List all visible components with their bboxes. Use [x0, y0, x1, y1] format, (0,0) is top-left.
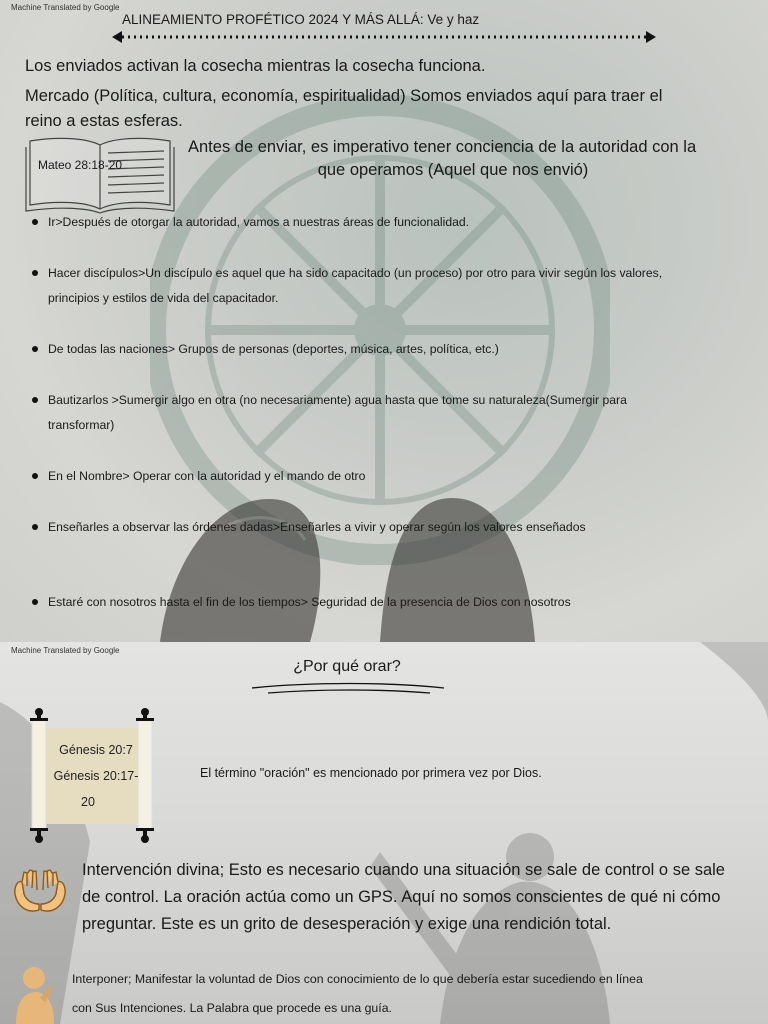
- list-item-text-continued: transformar): [48, 418, 115, 432]
- list-item-text: Estaré con nosotros hasta el fin de los tiempos> Seguridad de la presencia de Dios con nosotros: [48, 595, 571, 609]
- authority-statement-line2: que operamos (Aquel que nos envió): [317, 161, 589, 179]
- list-item-text: En el Nombre> Operar con la autoridad y el mando de otro: [48, 469, 366, 483]
- intervention-line3: preguntar. Este es un grito de desesperación y exige una rendición total.: [82, 915, 612, 933]
- book-reference: Mateo 28:18-20: [38, 158, 123, 172]
- list-item-text: Hacer discípulos>Un discípulo es aquel que ha sido capacitado (un proceso) por otro para vivir según los valores,: [48, 266, 663, 280]
- bullet-dot: [32, 397, 38, 403]
- authority-statement-line1: Antes de enviar, es imperativo tener conciencia de la autoridad con la: [188, 138, 697, 156]
- bullet-dot: [32, 524, 38, 530]
- harvest-statement: Los enviados activan la cosecha mientras la cosecha funciona.: [25, 57, 486, 75]
- double-arrow-divider: [112, 31, 656, 43]
- header-title: ALINEAMIENTO PROFÉTICO 2024 Y MÁS ALLÁ: Ve y haz: [122, 12, 480, 27]
- page-title: ¿Por qué orar?: [293, 658, 401, 675]
- shoes-image: [130, 470, 570, 642]
- list-item-text: Enseñarles a observar las órdenes dadas>Enseñarles a vivir y operar según los valores enseñados: [48, 520, 586, 534]
- open-book-icon: [24, 135, 176, 215]
- scroll-reference-2-continued: 20: [81, 795, 95, 809]
- bullet-dot: [32, 473, 38, 479]
- page-2: [0, 642, 768, 1024]
- bullet-dot: [32, 219, 38, 225]
- praying-hands-icon: [12, 864, 68, 920]
- praying-person-icon: [10, 964, 56, 1024]
- bullet-dot: [32, 346, 38, 352]
- prayer-first-mention: El término "oración" es mencionado por primera vez por Dios.: [200, 766, 542, 780]
- intervention-line1: Intervención divina; Esto es necesario cuando una situación se sale de control o se sale: [82, 861, 725, 879]
- scroll-reference-1: Génesis 20:7: [59, 743, 133, 757]
- list-item-text: Ir>Después de otorgar la autoridad, vamos a nuestras áreas de funcionalidad.: [48, 215, 470, 229]
- bullet-dot: [32, 270, 38, 276]
- list-item-text-continued: principios y estilos de vida del capacitador.: [48, 291, 279, 305]
- interpose-line1: Interponer; Manifestar la voluntad de Dios con conocimiento de lo que debería estar sucediendo en línea: [72, 972, 643, 986]
- list-item-text: Bautizarlos >Sumergir algo en otra (no necesariamente) agua hasta que tome su naturaleza(Sumergir para: [48, 393, 627, 407]
- list-item-text: De todas las naciones> Grupos de personas (deportes, música, artes, política, etc.): [48, 342, 499, 356]
- machine-translated-label: Machine Translated by Google: [11, 3, 120, 12]
- intervention-line2: de control. La oración actúa como un GPS. Aquí no somos conscientes de qué ni cómo: [82, 888, 721, 906]
- scroll-reference-2: Génesis 20:17-: [53, 769, 139, 783]
- interpose-line2: con Sus Intenciones. La Palabra que procede es una guía.: [72, 1001, 392, 1015]
- market-statement-line2: reino a estas esferas.: [25, 112, 183, 130]
- title-underline: [250, 680, 446, 696]
- market-statement-line1: Mercado (Política, cultura, economía, espiritualidad) Somos enviados aquí para traer el: [25, 87, 663, 105]
- machine-translated-label: Machine Translated by Google: [11, 646, 120, 655]
- bullet-dot: [32, 599, 38, 605]
